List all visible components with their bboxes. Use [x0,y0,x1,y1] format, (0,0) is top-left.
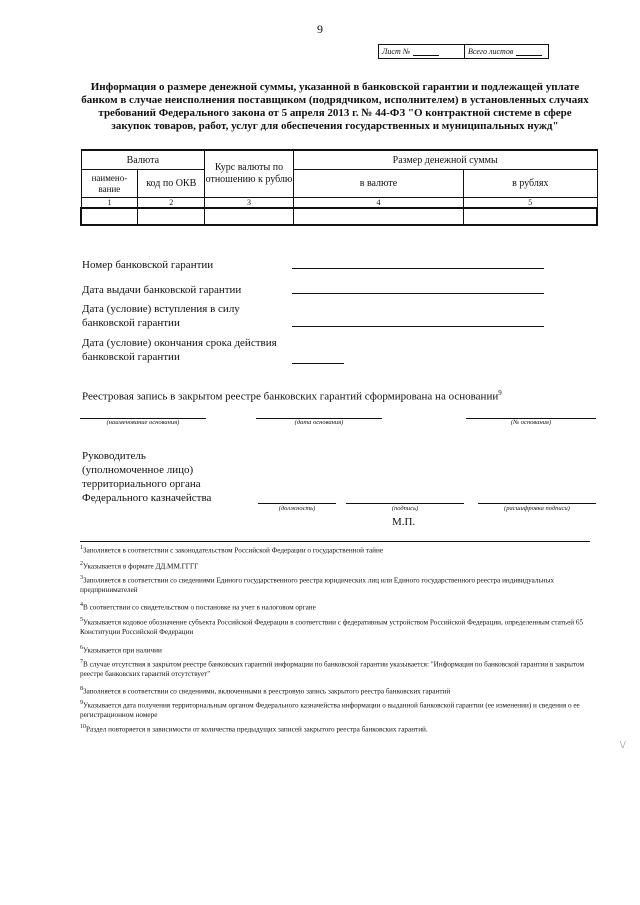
guarantee-number-line[interactable] [292,268,544,269]
table-subheader-row [81,170,597,198]
footnote-number: 2 [80,561,83,567]
footnote [80,543,592,555]
registry-record-text [82,389,502,403]
margin-check-mark: \/ [620,740,626,751]
basis-number-caption: (№ основания) [510,419,552,426]
issue-date-line[interactable] [292,293,544,294]
footnote [80,615,592,637]
okv-code-header: код по ОКВ [138,170,205,198]
sheet-number-blank[interactable] [413,48,439,56]
expiry-date-line[interactable] [292,363,344,364]
position-caption: (должность) [278,505,316,512]
footnote-text: Заполняется в соответствии со сведениями Единого государственного реестра юридических лиц или Единого государственного реестра индивидуальных предпринимателей [80,576,555,595]
head-signatory-block [82,449,211,505]
footnote-number: 3 [80,575,83,581]
head-line: территориального органа [82,478,201,490]
sheet-number-box [378,44,549,59]
table-header-row [81,150,597,170]
in-rubles-cell[interactable] [464,208,597,225]
footnote-separator [80,541,590,542]
head-line: Федерального казначейства [82,492,212,504]
footnote [80,573,592,595]
column-number-row [81,198,597,209]
table-data-row [81,208,597,225]
registry-footnote-ref: 9 [498,389,502,397]
footnote-text: Указывается дата получения территориальным органом Федерального казначейства информации о выданной банковской гарантии (ее изменении) и сведения о ее регистрационном номере [80,701,580,720]
head-line: Руководитель [82,450,146,462]
basis-date-caption: (дата основания) [294,419,344,426]
in-currency-header: в валюте [293,170,463,198]
signature-decode-line[interactable] [478,503,596,504]
footnote-text: В соответствии со свидетельством о постановке на учет в налоговом органе [83,603,316,612]
okv-code-cell[interactable] [138,208,205,225]
stamp-place: М.П. [392,516,416,528]
footnote-text: Указывается при наличии [83,646,162,655]
currency-name-cell[interactable] [81,208,138,225]
footnote-number: 1 [80,545,83,551]
in-currency-cell[interactable] [293,208,463,225]
head-line: (уполномоченное лицо) [82,464,194,476]
column-number: 5 [464,198,597,209]
position-line[interactable] [258,503,336,504]
page-number: 9 [317,22,323,36]
document-title: Информация о размере денежной суммы, указанной в банковской гарантии и подлежащей уплате банком в случае неисполнения поставщиком (подрядчиком, исполнителем) в установленных случаях требований Федерального закона от 5 апреля 2013 г. № 44-ФЗ "О контрактной системе в сфере закупок товаров, работ, услуг для обеспечения государственных и муниципальных нужд" [81,81,589,132]
footnote [80,643,592,655]
footnote-number: 5 [80,617,83,623]
column-number: 3 [205,198,294,209]
basis-name-caption: (наименование основания) [106,419,180,426]
column-number: 4 [293,198,463,209]
issue-date-label: Дата выдачи банковской гарантии [82,284,242,296]
sheet-label: Лист № [382,47,411,56]
footnote-text: Раздел повторяется в зависимости от количества предыдущих записей закрытого реестра банковских гарантий. [86,725,428,734]
footnote [80,657,592,679]
in-rubles-header: в рублях [464,170,597,198]
signature-caption: (подпись) [391,505,419,512]
amount-header: Размер денежной суммы [293,150,597,170]
sheet-total-cell [465,45,548,58]
footnote-number: 9 [80,700,83,706]
footnote-number: 4 [80,602,83,608]
footnote-text: Заполняется в соответствии с законодательством Российской Федерации о государственной тайне [83,546,384,555]
footnote-text: Заполняется в соответствии со сведениями, включенными в реестровую запись закрытого реестра банковских гарантий [83,687,451,696]
currency-header: Валюта [81,150,205,170]
currency-name-header: наимено-вание [81,170,138,198]
footnote [80,600,592,612]
sheet-total-label: Всего листов [468,47,514,56]
footnote [80,698,592,720]
sheet-number-cell [379,45,465,58]
effective-date-line[interactable] [292,326,544,327]
column-number: 2 [138,198,205,209]
column-number: 1 [81,198,138,209]
footnote [80,684,592,696]
signature-line[interactable] [346,503,464,504]
footnote-number: 6 [80,645,83,651]
signature-decode-caption: (расшифровка подписи) [504,505,570,512]
effective-date-label: Дата (условие) вступления в силу банковской гарантии [82,303,240,329]
footnote [80,722,592,734]
footnote [80,559,592,571]
footnote-text: Указывается в формате ДД.ММ.ГГГГ [83,562,199,571]
footnote-number: 7 [80,659,83,665]
rate-header: Курс валюты по отношению к рублю [205,150,294,198]
amount-table [80,149,598,226]
guarantee-number-label: Номер банковской гарантии [82,259,214,271]
footnote-number: 8 [80,686,83,692]
sheet-total-blank[interactable] [516,48,542,56]
footnote-text: Указывается кодовое обозначение субъекта Российской Федерации в соответствии с федеративным устройством Российской Федерации, определенным статьей 65 Конституции Российской Федерации [80,618,584,637]
footnote-number: 10 [80,724,86,730]
footnote-text: В случае отсутствия в закрытом реестре банковских гарантий информации по банковской гарантии указывается: "Информация по банковской гарантии в закрытом реестре банковских гарантий отсутствует" [80,660,585,679]
expiry-date-label: Дата (условие) окончания срока действия банковской гарантии [82,337,277,363]
registry-text: Реестровая запись в закрытом реестре банковских гарантий сформирована на основании [82,390,499,403]
rate-cell[interactable] [205,208,294,225]
